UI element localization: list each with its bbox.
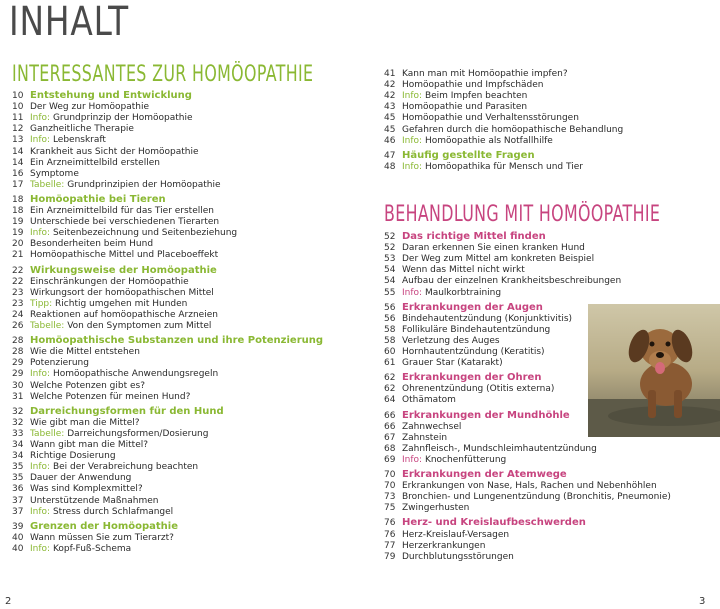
toc-page-number: 70 bbox=[384, 481, 396, 492]
page-title: INHALT bbox=[9, 0, 130, 45]
toc-page-number: 36 bbox=[12, 484, 24, 495]
toc-page-number: 12 bbox=[12, 124, 24, 135]
toc-page-number: 14 bbox=[12, 157, 24, 168]
toc-entry-text: Herz-Kreislauf-Versagen bbox=[402, 529, 510, 540]
toc-entry-label: Info: bbox=[30, 135, 51, 146]
toc-page-number: 10 bbox=[12, 91, 24, 101]
toc-entry-text: Kopf-Fuß-Schema bbox=[50, 543, 132, 554]
toc-info-item bbox=[12, 506, 173, 518]
toc-page-number: 10 bbox=[12, 102, 24, 113]
toc-entry-text: Besonderheiten beim Hund bbox=[30, 239, 154, 250]
toc-page-number: 45 bbox=[384, 124, 396, 135]
toc-entry-text: Einschränkungen der Homöopathie bbox=[30, 276, 189, 287]
toc-entry-text: Krankheit aus Sicht der Homöopathie bbox=[30, 146, 199, 157]
toc-page-number: 26 bbox=[12, 321, 24, 331]
toc-entry-text: Richtige Dosierung bbox=[30, 451, 116, 462]
toc-page-number: 53 bbox=[384, 254, 396, 265]
toc-entry-label: Info: bbox=[30, 543, 51, 554]
toc-page-number: 70 bbox=[384, 470, 396, 480]
toc-entry-text: Durchblutungsstörungen bbox=[402, 551, 514, 562]
toc-page-number: 32 bbox=[12, 417, 24, 428]
toc-entry-text: Wie gibt man die Mittel? bbox=[30, 417, 140, 428]
toc-entry-label: Info: bbox=[30, 228, 51, 239]
toc-entry-label: Info: bbox=[30, 369, 51, 380]
toc-page-number: 54 bbox=[384, 276, 396, 287]
page-number-right: 3 bbox=[699, 596, 706, 607]
toc-page-number: 60 bbox=[384, 347, 396, 357]
toc-entry-text: Homöopathie und Verhaltensstörungen bbox=[402, 113, 579, 124]
toc-entry-text: Zwingerhusten bbox=[402, 503, 470, 514]
dog-illustration bbox=[588, 304, 720, 437]
toc-entry-text: Bindehautentzündung (Konjunktivitis) bbox=[402, 313, 573, 324]
toc-entry-text: Erkrankungen der Mundhöhle bbox=[402, 409, 570, 421]
toc-page-number: 35 bbox=[12, 473, 24, 484]
toc-page-number: 62 bbox=[384, 384, 396, 395]
toc-page-number: 35 bbox=[12, 462, 24, 473]
toc-page-number: 66 bbox=[384, 410, 396, 421]
toc-entry-text: Symptome bbox=[30, 168, 79, 179]
toc-entry-text: Darreichungsformen/Dosierung bbox=[64, 428, 209, 439]
toc-page-number: 18 bbox=[12, 194, 24, 205]
toc-entry-text: Othämatom bbox=[402, 395, 456, 406]
toc-entry-label: Tabelle: bbox=[30, 321, 65, 331]
toc-page-number: 22 bbox=[12, 276, 24, 287]
toc-entry-text: Wirkungsweise der Homöopathie bbox=[30, 264, 217, 276]
toc-entry-label: Info: bbox=[402, 161, 423, 172]
toc-entry bbox=[384, 502, 469, 514]
toc-page-number: 19 bbox=[12, 217, 24, 228]
toc-entry-label: Tipp: bbox=[30, 298, 53, 309]
toc-entry-text: Lebenskraft bbox=[50, 135, 106, 146]
toc-page-number: 31 bbox=[12, 391, 24, 402]
toc-page-number: 39 bbox=[12, 521, 24, 532]
toc-entry-text: Ohrenentzündung (Otitis externa) bbox=[402, 384, 555, 395]
toc-entry-text: Reaktionen auf homöopathische Arzneien bbox=[30, 309, 218, 320]
toc-entry-text: Homöopathische Substanzen und ihre Potenzierung bbox=[30, 335, 324, 347]
toc-entry-text: Unterstützende Maßnahmen bbox=[30, 495, 159, 506]
toc-entry-label: Info: bbox=[402, 91, 423, 102]
toc-info-item bbox=[12, 320, 211, 332]
chapter-heading-left: INTERESSANTES ZUR HOMÖOPATHIE bbox=[12, 62, 314, 87]
toc-page-number: 79 bbox=[384, 551, 396, 562]
toc-entry-text: Gefahren durch die homöopathische Behandlung bbox=[402, 124, 624, 135]
toc-entry-text: Homöopathika für Mensch und Tier bbox=[422, 161, 583, 172]
toc-page-number: 24 bbox=[12, 309, 24, 320]
toc-entry-text: Wirkungsort der homöopathischen Mittel bbox=[30, 287, 214, 298]
toc-page-number: 37 bbox=[12, 495, 24, 506]
toc-page-number: 76 bbox=[384, 518, 396, 529]
toc-entry-text: Welche Potenzen für meinen Hund? bbox=[30, 391, 191, 402]
toc-entry-text: Herzerkrankungen bbox=[402, 540, 486, 551]
toc-page-number: 68 bbox=[384, 443, 396, 454]
toc-page-number: 30 bbox=[12, 380, 24, 391]
toc-entry-text: Erkrankungen der Ohren bbox=[402, 372, 542, 384]
toc-entry-label: Info: bbox=[402, 135, 423, 146]
toc-entry-text: Das richtige Mittel finden bbox=[402, 231, 546, 242]
toc-page-number: 13 bbox=[12, 135, 24, 146]
toc-page-number: 52 bbox=[384, 243, 396, 254]
toc-entry-label: Info: bbox=[402, 454, 423, 465]
toc-page-number: 64 bbox=[384, 395, 396, 406]
toc-page-number: 33 bbox=[12, 428, 24, 439]
toc-page-number: 76 bbox=[384, 529, 396, 540]
toc-entry-label: Info: bbox=[30, 113, 51, 124]
toc-page-number: 14 bbox=[12, 146, 24, 157]
toc-page-number: 23 bbox=[12, 287, 24, 298]
toc-page-number: 69 bbox=[384, 454, 396, 465]
toc-page-number: 21 bbox=[12, 250, 24, 261]
toc-page-number: 75 bbox=[384, 503, 396, 514]
toc-info-item bbox=[384, 161, 583, 173]
toc-entry-text: Wenn das Mittel nicht wirkt bbox=[402, 265, 525, 276]
toc-entry-text: Dauer der Anwendung bbox=[30, 473, 132, 484]
toc-entry-text: Homöopathische Anwendungsregeln bbox=[50, 369, 219, 380]
toc-page-number: 62 bbox=[384, 373, 396, 384]
toc-entry-text: Homöopathie und Impfschäden bbox=[402, 80, 544, 91]
toc-info-item bbox=[12, 543, 131, 555]
toc-page-number: 32 bbox=[12, 406, 24, 417]
toc-entry-text: Homöopathie und Parasiten bbox=[402, 102, 528, 113]
toc-entry bbox=[384, 551, 514, 563]
toc-entry-text: Von den Symptomen zum Mittel bbox=[64, 321, 212, 331]
toc-page-number: 67 bbox=[384, 432, 396, 443]
toc-entry-text: Verletzung des Auges bbox=[402, 335, 500, 346]
toc-entry-text: Beim Impfen beachten bbox=[422, 91, 528, 102]
toc-entry-text: Knochenfütterung bbox=[422, 454, 507, 465]
toc-entry-text: Seitenbezeichnung und Seitenbeziehung bbox=[50, 228, 238, 239]
toc-page-number: 45 bbox=[384, 113, 396, 124]
toc-page-number: 18 bbox=[12, 206, 24, 216]
toc-info-item bbox=[384, 135, 553, 147]
toc-entry-text: Maulkorbtraining bbox=[422, 287, 502, 298]
toc-entry-text: Ein Arzneimittelbild für das Tier erstellen bbox=[30, 206, 214, 216]
toc-page-number: 28 bbox=[12, 347, 24, 358]
toc-entry-text: Aufbau der einzelnen Krankheitsbeschreibungen bbox=[402, 276, 622, 287]
toc-entry-text: Wann müssen Sie zum Tierarzt? bbox=[30, 532, 174, 543]
toc-entry-text: Ein Arzneimittelbild erstellen bbox=[30, 157, 160, 168]
toc-entry-label: Info: bbox=[30, 506, 51, 517]
toc-entry-label: Info: bbox=[30, 462, 51, 473]
toc-entry-text: Erkrankungen der Augen bbox=[402, 301, 543, 313]
toc-entry-text: Homöopathie bei Tieren bbox=[30, 193, 166, 205]
toc-page-number: 16 bbox=[12, 168, 24, 179]
toc-page-number: 40 bbox=[12, 543, 24, 554]
toc-entry bbox=[12, 391, 190, 403]
page-number-left: 2 bbox=[5, 596, 12, 607]
toc-page-number: 58 bbox=[384, 324, 396, 335]
toc-entry-text: Hornhautentzündung (Keratitis) bbox=[402, 347, 545, 357]
toc-page-number: 48 bbox=[384, 161, 396, 172]
toc-entry-text: Welche Potenzen gibt es? bbox=[30, 380, 145, 391]
toc-entry-text: Daran erkennen Sie einen kranken Hund bbox=[402, 243, 585, 254]
toc-page-number: 29 bbox=[12, 369, 24, 380]
toc-entry-text: Wie die Mittel entstehen bbox=[30, 347, 140, 358]
toc-page-number: 73 bbox=[384, 492, 396, 503]
toc-page-number: 66 bbox=[384, 421, 396, 432]
toc-entry-label: Tabelle: bbox=[30, 179, 65, 190]
toc-page-number: 34 bbox=[12, 451, 24, 462]
toc-entry-text: Homöopathie als Notfallhilfe bbox=[422, 135, 553, 146]
toc-entry-text: Zahnstein bbox=[402, 432, 448, 443]
toc-entry bbox=[384, 357, 503, 369]
toc-page-number: 54 bbox=[384, 265, 396, 276]
toc-entry-text: Grenzen der Homöopathie bbox=[30, 520, 179, 532]
toc-entry-text: Entstehung und Entwicklung bbox=[30, 90, 192, 101]
toc-entry-text: Kann man mit Homöopathie impfen? bbox=[402, 69, 568, 79]
toc-page-number: 40 bbox=[12, 532, 24, 543]
toc-page-number: 46 bbox=[384, 135, 396, 146]
toc-entry-text: Ganzheitliche Therapie bbox=[30, 124, 134, 135]
toc-page-number: 56 bbox=[384, 302, 396, 313]
toc-page-number: 52 bbox=[384, 232, 396, 242]
toc-entry-text: Grundprinzip der Homöopathie bbox=[50, 113, 193, 124]
toc-entry-text: Grundprinzipien der Homöopathie bbox=[64, 179, 221, 190]
toc-entry-text: Wann gibt man die Mittel? bbox=[30, 440, 149, 450]
toc-entry-text: Erkrankungen der Atemwege bbox=[402, 469, 567, 480]
toc-entry-text: Follikuläre Bindehautentzündung bbox=[402, 324, 551, 335]
toc-entry-label: Info: bbox=[402, 287, 423, 298]
toc-page-number: 77 bbox=[384, 540, 396, 551]
toc-page-number: 11 bbox=[12, 113, 24, 124]
toc-entry-text: Darreichungsformen für den Hund bbox=[30, 405, 224, 417]
toc-entry-text: Bei der Verabreichung beachten bbox=[50, 462, 199, 473]
toc-entry-text: Bronchien- und Lungenentzündung (Bronchitis, Pneumonie) bbox=[402, 492, 671, 503]
toc-page-number: 37 bbox=[12, 506, 24, 517]
toc-entry-text: Herz- und Kreislaufbeschwerden bbox=[402, 517, 586, 529]
dog-photo bbox=[588, 304, 720, 437]
toc-page-number: 61 bbox=[384, 358, 396, 369]
toc-page-number: 55 bbox=[384, 287, 396, 298]
toc-entry-label: Tabelle: bbox=[30, 428, 65, 439]
toc-page-number: 47 bbox=[384, 150, 396, 161]
toc-page-number: 22 bbox=[12, 265, 24, 276]
toc-page-number: 17 bbox=[12, 179, 24, 190]
toc-entry-text: Zahnwechsel bbox=[402, 421, 462, 432]
toc-page-number: 20 bbox=[12, 239, 24, 250]
toc-page-number: 42 bbox=[384, 80, 396, 91]
toc-info-item bbox=[12, 179, 221, 191]
toc-entry-text: Zahnfleisch-, Mundschleimhautentzündung bbox=[402, 443, 597, 454]
toc-entry-text: Häufig gestellte Fragen bbox=[402, 149, 535, 161]
toc-entry-text: Potenzierung bbox=[30, 358, 89, 369]
toc-entry-text: Der Weg zur Homöopathie bbox=[30, 102, 150, 113]
toc-entry-text: Richtig umgehen mit Hunden bbox=[52, 298, 188, 309]
toc-page-number: 56 bbox=[384, 313, 396, 324]
toc-page-number: 42 bbox=[384, 91, 396, 102]
chapter-heading-right: BEHANDLUNG MIT HOMÖOPATHIE bbox=[384, 202, 661, 227]
toc-page-number: 41 bbox=[384, 69, 396, 79]
toc-entry-text: Der Weg zum Mittel am konkreten Beispiel bbox=[402, 254, 595, 265]
toc-page-number: 28 bbox=[12, 336, 24, 347]
toc-info-item bbox=[384, 454, 506, 466]
toc-entry-text: Grauer Star (Katarakt) bbox=[402, 358, 503, 369]
toc-page-number: 58 bbox=[384, 335, 396, 346]
toc-page-number: 43 bbox=[384, 102, 396, 113]
toc-entry-text: Unterschiede bei verschiedenen Tierarten bbox=[30, 217, 220, 228]
toc-entry-text: Erkrankungen von Nase, Hals, Rachen und Nebenhöhlen bbox=[402, 481, 657, 492]
toc-entry bbox=[12, 249, 218, 261]
toc-page-number: 29 bbox=[12, 358, 24, 369]
toc-page-number: 19 bbox=[12, 228, 24, 239]
toc-entry-text: Was sind Komplexmittel? bbox=[30, 484, 143, 495]
toc-page-number: 23 bbox=[12, 298, 24, 309]
toc-entry-text: Homöopathische Mittel und Placeboeffekt bbox=[30, 250, 219, 261]
toc-entry bbox=[384, 394, 456, 406]
toc-info-item bbox=[384, 287, 501, 299]
toc-page-number: 34 bbox=[12, 440, 24, 450]
toc-entry-text: Stress durch Schlafmangel bbox=[50, 506, 174, 517]
